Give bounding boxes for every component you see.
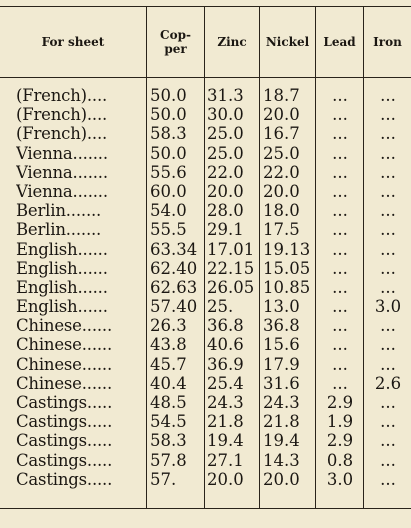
table-row xyxy=(0,278,411,297)
lead-value: ... xyxy=(332,162,348,182)
table-row xyxy=(0,374,411,393)
row-label: English...... xyxy=(16,297,108,317)
copper-value: 57.8 xyxy=(150,450,187,470)
nickel-value: 19.13 xyxy=(263,239,311,259)
header-iron: Iron xyxy=(373,35,402,49)
lead-value: 0.8 xyxy=(326,450,354,470)
row-label: Castings..... xyxy=(16,450,113,470)
table-row xyxy=(0,86,411,105)
table-row xyxy=(0,201,411,220)
iron-value: ... xyxy=(380,393,396,412)
header-rule xyxy=(0,77,411,78)
row-label: Castings..... xyxy=(16,469,113,489)
iron-value: ... xyxy=(380,277,396,297)
lead-value: ... xyxy=(332,105,348,125)
iron-value: ... xyxy=(380,354,396,374)
iron-value: ... xyxy=(380,335,396,355)
copper-value: 57. xyxy=(150,469,177,489)
nickel-value: 20.0 xyxy=(263,469,300,489)
row-label: Castings..... xyxy=(16,431,113,451)
bottom-rule xyxy=(0,508,411,509)
row-label: (French).... xyxy=(16,86,108,105)
table-row xyxy=(0,316,411,335)
table-row xyxy=(0,163,411,182)
row-label: Chinese...... xyxy=(16,335,113,355)
table-row xyxy=(0,431,411,450)
table-row xyxy=(0,144,411,163)
table-body xyxy=(0,86,411,489)
table-row xyxy=(0,124,411,143)
zinc-value: 25.0 xyxy=(207,143,244,163)
zinc-value: 36.9 xyxy=(207,354,244,374)
table-row xyxy=(0,105,411,124)
row-label: Chinese...... xyxy=(16,373,113,393)
row-label: Berlin....... xyxy=(16,220,102,240)
lead-value: ... xyxy=(332,354,348,374)
table-row xyxy=(0,335,411,354)
zinc-value: 22.15 xyxy=(207,258,255,278)
copper-value: 54.0 xyxy=(150,201,187,221)
copper-value: 40.4 xyxy=(150,373,187,393)
table-row xyxy=(0,240,411,259)
iron-value: ... xyxy=(380,124,396,144)
zinc-value: 25.4 xyxy=(207,373,244,393)
lead-value: ... xyxy=(332,277,348,297)
top-rule xyxy=(0,6,411,7)
table-row xyxy=(0,451,411,470)
lead-value: ... xyxy=(332,143,348,163)
lead-value: 3.0 xyxy=(326,469,354,489)
row-label: English...... xyxy=(16,239,108,259)
iron-value: ... xyxy=(380,469,396,489)
copper-value: 58.3 xyxy=(150,431,187,451)
iron-value: ... xyxy=(380,316,396,336)
header-for-sheet: For sheet xyxy=(41,35,105,49)
row-label: Vienna....... xyxy=(16,143,108,163)
iron-value: ... xyxy=(380,143,396,163)
lead-value: 2.9 xyxy=(326,431,354,451)
header-lead: Lead xyxy=(323,35,356,49)
nickel-value: 22.0 xyxy=(263,162,300,182)
copper-value: 45.7 xyxy=(150,354,187,374)
table-row xyxy=(0,297,411,316)
copper-value: 50.0 xyxy=(150,105,187,125)
nickel-value: 20.0 xyxy=(263,105,300,125)
lead-value: ... xyxy=(332,239,348,259)
nickel-value: 14.3 xyxy=(263,450,300,470)
nickel-value: 18.0 xyxy=(263,201,300,221)
lead-value: ... xyxy=(332,297,348,317)
row-label: Chinese...... xyxy=(16,354,113,374)
zinc-value: 22.0 xyxy=(207,162,244,182)
lead-value: ... xyxy=(332,316,348,336)
zinc-value: 31.3 xyxy=(207,86,244,105)
copper-value: 55.5 xyxy=(150,220,187,240)
copper-value: 54.5 xyxy=(150,412,187,432)
nickel-value: 21.8 xyxy=(263,412,300,432)
zinc-value: 27.1 xyxy=(207,450,244,470)
nickel-value: 13.0 xyxy=(263,297,300,317)
table-row xyxy=(0,393,411,412)
copper-value: 55.6 xyxy=(150,162,187,182)
iron-value: ... xyxy=(380,181,396,201)
zinc-value: 19.4 xyxy=(207,431,244,451)
row-label: Chinese...... xyxy=(16,316,113,336)
copper-value: 50.0 xyxy=(150,143,187,163)
header-zinc: Zinc xyxy=(217,35,247,49)
nickel-value: 15.05 xyxy=(263,258,311,278)
row-label: Castings..... xyxy=(16,412,113,432)
nickel-value: 19.4 xyxy=(263,431,300,451)
zinc-value: 40.6 xyxy=(207,335,244,355)
lead-value: ... xyxy=(332,220,348,240)
lead-value: 2.9 xyxy=(326,393,354,412)
iron-value: ... xyxy=(380,239,396,259)
row-label: (French).... xyxy=(16,105,108,125)
copper-value: 58.3 xyxy=(150,124,187,144)
copper-value: 50.0 xyxy=(150,86,187,105)
nickel-value: 36.8 xyxy=(263,316,300,336)
nickel-value: 17.5 xyxy=(263,220,300,240)
row-label: Berlin....... xyxy=(16,201,102,221)
zinc-value: 25.0 xyxy=(207,124,244,144)
row-label: Vienna....... xyxy=(16,181,108,201)
lead-value: ... xyxy=(332,86,348,105)
iron-value: ... xyxy=(380,450,396,470)
lead-value: ... xyxy=(332,258,348,278)
header-nickel: Nickel xyxy=(265,35,310,49)
iron-value: ... xyxy=(380,258,396,278)
nickel-value: 16.7 xyxy=(263,124,300,144)
lead-value: ... xyxy=(332,181,348,201)
row-label: Castings..... xyxy=(16,393,113,412)
row-label: Vienna....... xyxy=(16,162,108,182)
copper-value: 57.40 xyxy=(150,297,198,317)
iron-value: 2.6 xyxy=(374,373,402,393)
nickel-value: 15.6 xyxy=(263,335,300,355)
zinc-value: 29.1 xyxy=(207,220,244,240)
iron-value: ... xyxy=(380,431,396,451)
lead-value: ... xyxy=(332,201,348,221)
iron-value: ... xyxy=(380,105,396,125)
zinc-value: 24.3 xyxy=(207,393,244,412)
nickel-value: 31.6 xyxy=(263,373,300,393)
iron-value: ... xyxy=(380,201,396,221)
copper-value: 26.3 xyxy=(150,316,187,336)
zinc-value: 20.0 xyxy=(207,469,244,489)
table-row xyxy=(0,182,411,201)
lead-value: 1.9 xyxy=(326,412,354,432)
zinc-value: 21.8 xyxy=(207,412,244,432)
lead-value: ... xyxy=(332,373,348,393)
lead-value: ... xyxy=(332,124,348,144)
copper-value: 48.5 xyxy=(150,393,187,412)
row-label: English...... xyxy=(16,258,108,278)
zinc-value: 17.01 xyxy=(207,239,255,259)
table-row xyxy=(0,470,411,489)
nickel-value: 25.0 xyxy=(263,143,300,163)
nickel-value: 10.85 xyxy=(263,277,311,297)
zinc-value: 36.8 xyxy=(207,316,244,336)
iron-value: ... xyxy=(380,220,396,240)
copper-value: 43.8 xyxy=(150,335,187,355)
header-copper: Cop- per xyxy=(160,28,191,56)
copper-value: 63.34 xyxy=(150,239,198,259)
copper-value: 60.0 xyxy=(150,181,187,201)
nickel-value: 20.0 xyxy=(263,181,300,201)
copper-value: 62.63 xyxy=(150,277,198,297)
nickel-value: 17.9 xyxy=(263,354,300,374)
zinc-value: 25. xyxy=(207,297,234,317)
row-label: (French).... xyxy=(16,124,108,144)
zinc-value: 28.0 xyxy=(207,201,244,221)
zinc-value: 30.0 xyxy=(207,105,244,125)
lead-value: ... xyxy=(332,335,348,355)
table-row xyxy=(0,220,411,239)
iron-value: 3.0 xyxy=(374,297,402,317)
row-label: English...... xyxy=(16,277,108,297)
copper-value: 62.40 xyxy=(150,258,198,278)
table-row xyxy=(0,259,411,278)
nickel-value: 24.3 xyxy=(263,393,300,412)
nickel-value: 18.7 xyxy=(263,86,300,105)
zinc-value: 20.0 xyxy=(207,181,244,201)
zinc-value: 26.05 xyxy=(207,277,255,297)
table-row xyxy=(0,355,411,374)
table-row xyxy=(0,412,411,431)
iron-value: ... xyxy=(380,412,396,432)
iron-value: ... xyxy=(380,86,396,105)
iron-value: ... xyxy=(380,162,396,182)
